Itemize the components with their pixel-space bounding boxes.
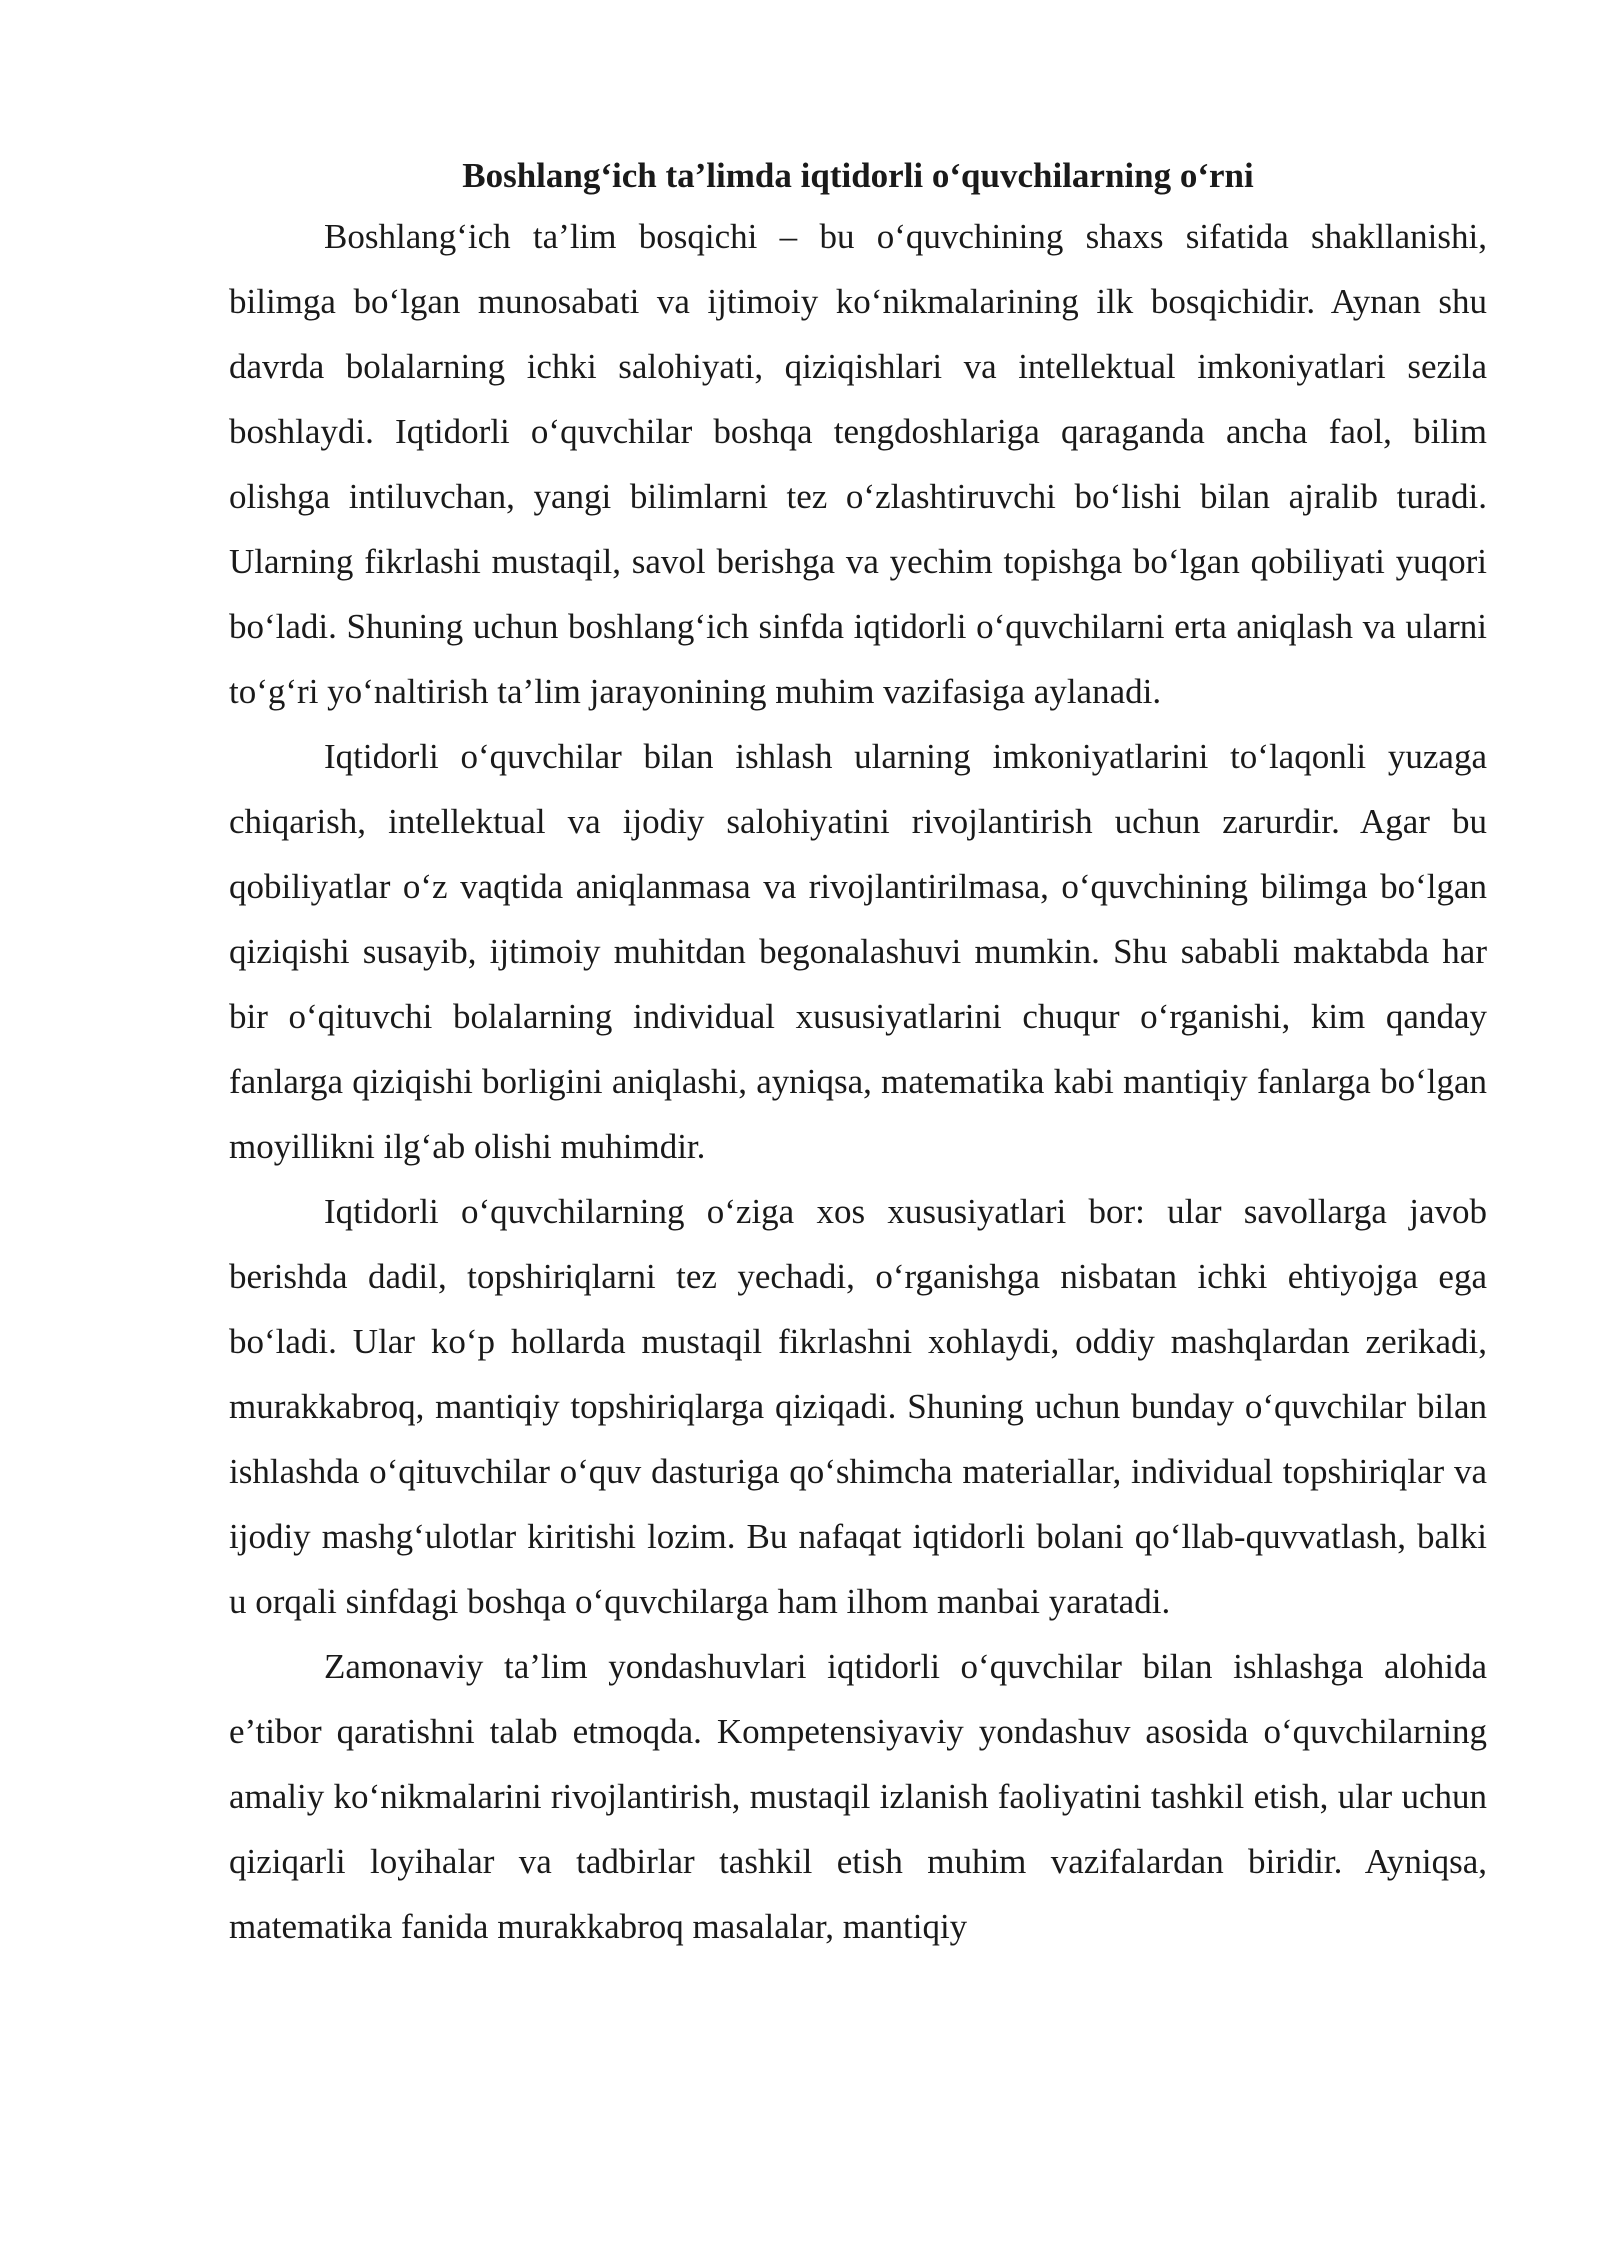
paragraph: Zamonaviy ta’lim yondashuvlari iqtidorli o‘quvchilar bilan ishlashga alohida e’tibor qaratishni talab etmoqda. Kompetensiyaviy yondashuv asosida o‘quvchilarning amaliy ko‘nikmalarini rivojlantirish, mustaqil izlanish faoliyatini tashkil etish, ular uchun qiziqarli loyihalar va tadbirlar tashkil etish muhim vazifalardan biridir. Ayniqsa, matematika fanida murakkabroq masalalar, mantiqiy <box>229 1647 1487 1946</box>
paragraph: Iqtidorli o‘quvchilarning o‘ziga xos xususiyatlari bor: ular savollarga javob berishda dadil, topshiriqlarni tez yechadi, o‘rganishga nisbatan ichki ehtiyojga ega bo‘ladi. Ular ko‘p hollarda mustaqil fikrlashni xohlaydi, oddiy mashqlardan zerikadi, murakkabroq, mantiqiy topshiriqlarga qiziqadi. Shuning uchun bunday o‘quvchilar bilan ishlashda o‘qituvchilar o‘quv dasturiga qo‘shimcha materiallar, individual topshiriqlar va ijodiy mashg‘ulotlar kiritishi lozim. Bu nafaqat iqtidorli bolani qo‘llab-quvvatlash, balki u orqali sinfdagi boshqa o‘quvchilarga ham ilhom manbai yaratadi. <box>229 1192 1487 1621</box>
document-title: Boshlang‘ich ta’limda iqtidorli o‘quvchilarning o‘rni <box>462 156 1254 195</box>
document-body <box>229 148 1487 1959</box>
paragraph: Boshlang‘ich ta’lim bosqichi – bu o‘quvchining shaxs sifatida shakllanishi, bilimga bo‘lgan munosabati va ijtimoiy ko‘nikmalarining ilk bosqichidir. Aynan shu davrda bolalarning ichki salohiyati, qiziqishlari va intellektual imkoniyatlari sezila boshlaydi. Iqtidorli o‘quvchilar boshqa tengdoshlariga qaraganda ancha faol, bilim olishga intiluvchan, yangi bilimlarni tez o‘zlashtiruvchi bo‘lishi bilan ajralib turadi. Ularning fikrlashi mustaqil, savol berishga va yechim topishga bo‘lgan qobiliyati yuqori bo‘ladi. Shuning uchun boshlang‘ich sinfda iqtidorli o‘quvchilarni erta aniqlash va ularni to‘g‘ri yo‘naltirish ta’lim jarayonining muhim vazifasiga aylanadi. <box>229 217 1487 711</box>
paragraph: Iqtidorli o‘quvchilar bilan ishlash ularning imkoniyatlarini to‘laqonli yuzaga chiqarish, intellektual va ijodiy salohiyatini rivojlantirish uchun zarurdir. Agar bu qobiliyatlar o‘z vaqtida aniqlanmasa va rivojlantirilmasa, o‘quvchining bilimga bo‘lgan qiziqishi susayib, ijtimoiy muhitdan begonalashuvi mumkin. Shu sababli maktabda har bir o‘qituvchi bolalarning individual xususiyatlarini chuqur o‘rganishi, kim qanday fanlarga qiziqishi borligini aniqlashi, ayniqsa, matematika kabi mantiqiy fanlarga bo‘lgan moyillikni ilg‘ab olishi muhimdir. <box>229 737 1487 1166</box>
